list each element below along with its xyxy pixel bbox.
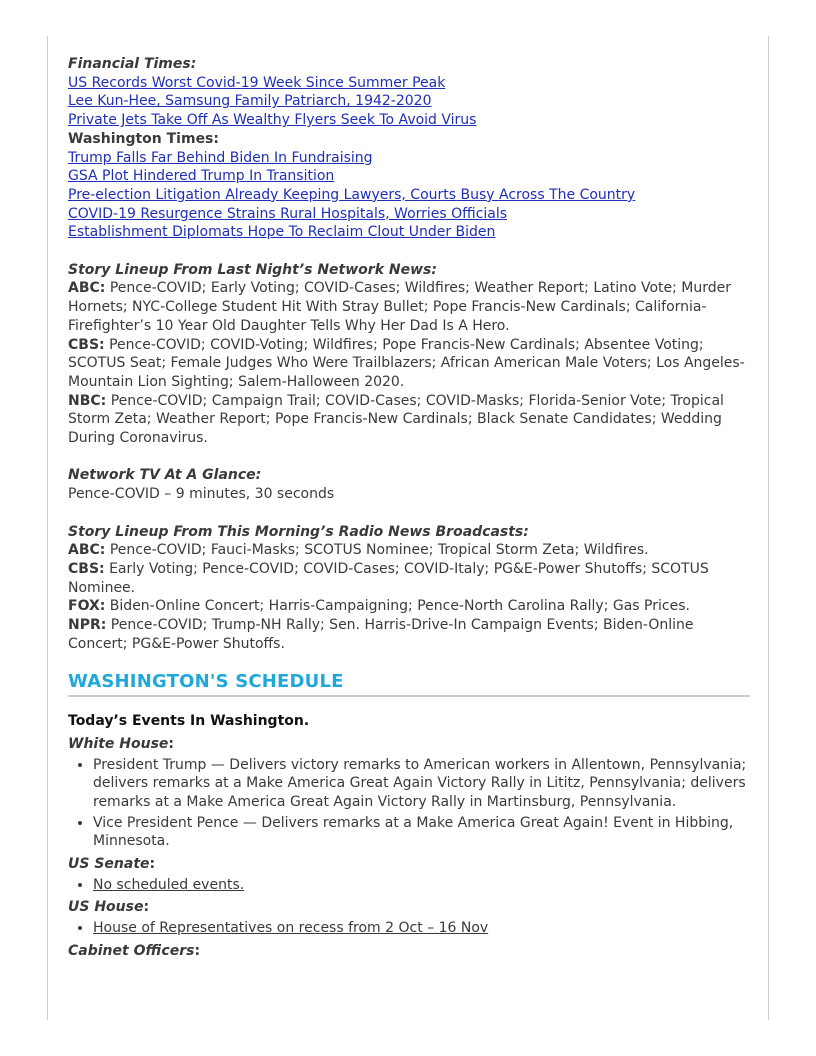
cabinet-heading bbox=[68, 942, 750, 961]
list-item: • President Trump — Delivers victory remarks to American workers in Allentown, Pennsylvania; delivers remarks at a Make America Great Again Victory Rally in Lititz, Pennsylvania; delivers remarks at a Make America Great Again Victory Rally in Martinsburg, Pennsylvania. bbox=[93, 756, 750, 812]
list-item: • Vice President Pence — Delivers remarks at a Make America Great Again! Event in Hibbing, Minnesota. bbox=[93, 814, 750, 851]
wt-link-4[interactable]: COVID-19 Resurgence Strains Rural Hospitals, Worries Officials bbox=[68, 205, 508, 222]
list-item bbox=[93, 919, 750, 938]
radio-label-npr: NPR: bbox=[68, 617, 107, 634]
senate-events-link[interactable]: No scheduled events. bbox=[93, 876, 245, 893]
network-text-cbs: Pence-COVID; COVID-Voting; Wildfires; Pope Francis-New Cardinals; Absentee Voting; SCOTUS Seat; Female Judges Who Were Trailblazers; African American Male Voters; Los Angeles-Mountain Lion Sighting; Salem-Halloween 2020. bbox=[68, 336, 745, 390]
white-house-list bbox=[68, 756, 750, 852]
radio-label-abc: ABC: bbox=[68, 542, 106, 559]
network-label-abc: ABC: bbox=[68, 280, 106, 297]
senate-label: US Senate bbox=[68, 856, 150, 873]
wt-link-5[interactable]: Establishment Diplomats Hope To Reclaim Clout Under Biden bbox=[68, 224, 496, 241]
cabinet-label: Cabinet Officers bbox=[68, 942, 195, 959]
network-entry-nbc bbox=[68, 392, 750, 448]
radio-text-npr: Pence-COVID; Trump-NH Rally; Sen. Harris-Drive-In Campaign Events; Biden-Online Concert; PG&E-Power Shutoffs. bbox=[68, 617, 694, 652]
network-text-abc: Pence-COVID; Early Voting; COVID-Cases; Wildfires; Weather Report; Latino Vote; Murder Hornets; NYC-College Student Hit With Stray Bullet; Pope Francis-New Cardinals; California-Firefighter’s 10 Year Old Daughter Tells Why Her Dad Is A Hero. bbox=[68, 280, 732, 334]
colon: : bbox=[143, 899, 150, 916]
house-label: US House bbox=[68, 899, 144, 916]
glance-heading: Network TV At A Glance: bbox=[68, 467, 262, 484]
radio-entry-abc bbox=[68, 541, 750, 560]
schedule-section-title: WASHINGTON'S SCHEDULE bbox=[68, 673, 750, 697]
network-entry-abc bbox=[68, 279, 750, 335]
wt-link-3[interactable]: Pre-election Litigation Already Keeping Lawyers, Courts Busy Across The Country bbox=[68, 186, 636, 203]
colon: : bbox=[194, 942, 201, 959]
radio-label-cbs: CBS: bbox=[68, 560, 105, 577]
network-label-cbs: CBS: bbox=[68, 336, 105, 353]
wt-link-1[interactable]: Trump Falls Far Behind Biden In Fundraising bbox=[68, 149, 373, 166]
radio-heading: Story Lineup From This Morning’s Radio News Broadcasts: bbox=[68, 523, 529, 540]
colon: : bbox=[168, 735, 175, 752]
white-house-heading bbox=[68, 735, 750, 754]
ft-link-1[interactable]: US Records Worst Covid-19 Week Since Summer Peak bbox=[68, 74, 446, 91]
radio-entry-cbs bbox=[68, 560, 750, 597]
radio-label-fox: FOX: bbox=[68, 598, 106, 615]
house-list bbox=[68, 919, 750, 938]
radio-text-abc: Pence-COVID; Fauci-Masks; SCOTUS Nominee; Tropical Storm Zeta; Wildfires. bbox=[105, 542, 649, 559]
glance-text: Pence-COVID – 9 minutes, 30 seconds bbox=[68, 486, 335, 503]
radio-text-cbs: Early Voting; Pence-COVID; COVID-Cases; COVID-Italy; PG&E-Power Shutoffs; SCOTUS Nominee. bbox=[68, 560, 709, 596]
house-heading bbox=[68, 898, 750, 917]
white-house-label: White House bbox=[68, 735, 169, 752]
senate-heading bbox=[68, 855, 750, 874]
house-recess-link[interactable]: House of Representatives on recess from 2 Oct – 16 Nov bbox=[93, 920, 489, 937]
newsletter-content bbox=[68, 55, 750, 961]
radio-entry-npr bbox=[68, 616, 750, 653]
senate-list bbox=[68, 876, 750, 895]
network-entry-cbs bbox=[68, 336, 750, 392]
network-label-nbc: NBC: bbox=[68, 392, 107, 409]
list-item bbox=[93, 876, 750, 895]
network-news-heading: Story Lineup From Last Night’s Network News: bbox=[68, 261, 437, 278]
network-text-nbc: Pence-COVID; Campaign Trail; COVID-Cases; COVID-Masks; Florida-Senior Vote; Tropical Storm Zeta; Weather Report; Pope Francis-New Cardinals; Black Senate Candidates; Wedding During Coronavirus. bbox=[68, 392, 724, 447]
radio-text-fox: Biden-Online Concert; Harris-Campaigning; Pence-North Carolina Rally; Gas Prices. bbox=[105, 598, 690, 615]
colon: : bbox=[149, 856, 156, 873]
ft-link-3[interactable]: Private Jets Take Off As Wealthy Flyers Seek To Avoid Virus bbox=[68, 112, 477, 129]
washington-times-heading: Washington Times: bbox=[68, 130, 219, 147]
financial-times-heading: Financial Times: bbox=[68, 56, 197, 72]
radio-entry-fox bbox=[68, 597, 750, 616]
ft-link-2[interactable]: Lee Kun-Hee, Samsung Family Patriarch, 1942-2020 bbox=[68, 93, 432, 110]
events-heading: Today’s Events In Washington. bbox=[68, 713, 310, 730]
wt-link-2[interactable]: GSA Plot Hindered Trump In Transition bbox=[68, 168, 335, 185]
